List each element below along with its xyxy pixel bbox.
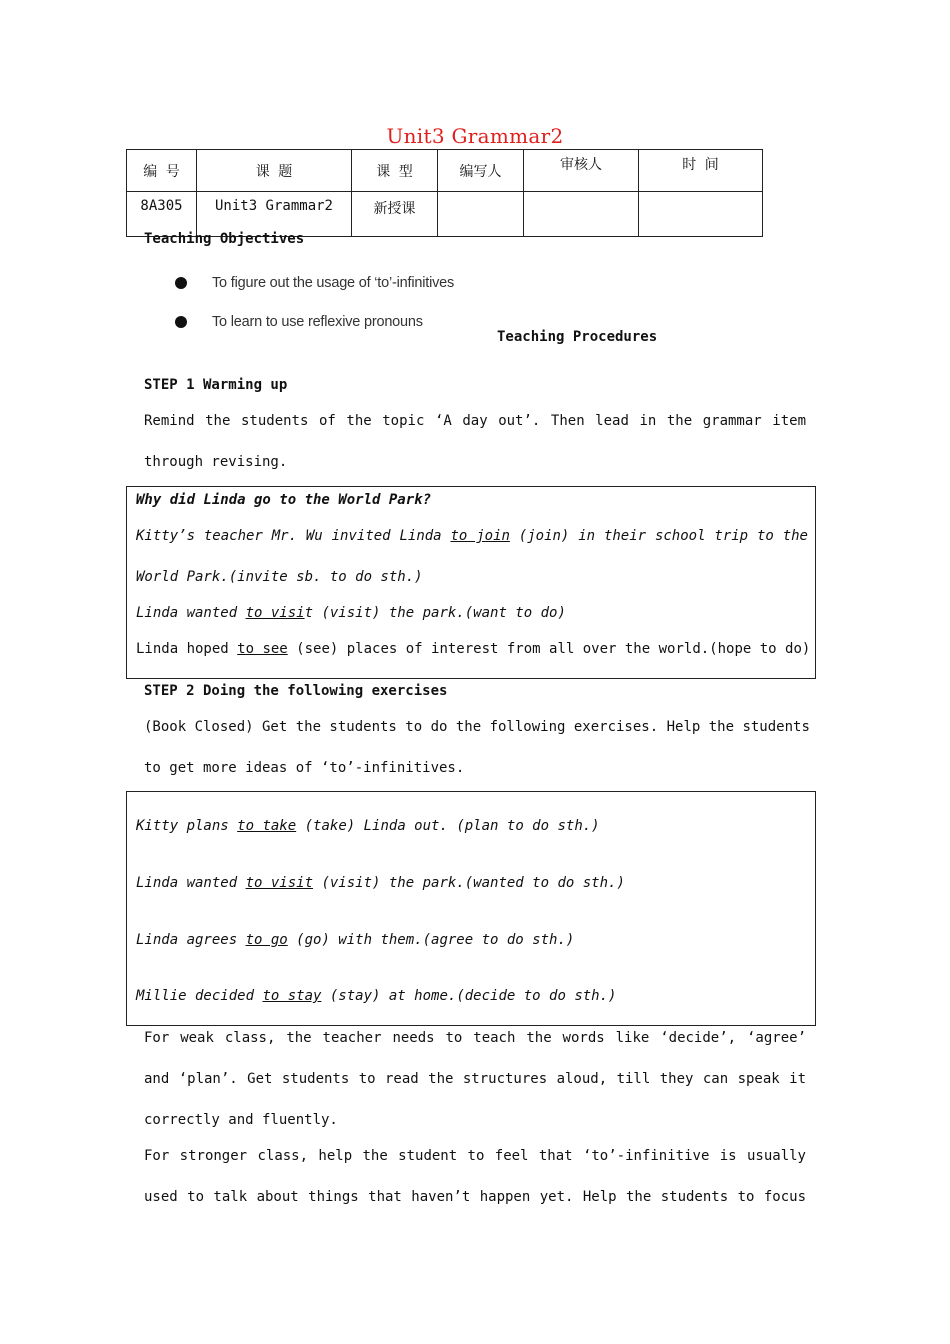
- value-topic: Unit3 Grammar2: [197, 192, 352, 237]
- step2-paragraph-line: (Book Closed) Get the students to do the following exercises. Help the students: [144, 719, 810, 735]
- header-author: 编写人: [438, 150, 524, 192]
- weak-class-paragraph-line: correctly and fluently.: [144, 1112, 338, 1128]
- exercise-sentence: [136, 818, 600, 834]
- step1-heading: STEP 1 Warming up: [144, 377, 288, 393]
- step1-paragraph-line: Remind the students of the topic ‘A day out’. Then lead in the grammar item: [144, 413, 806, 429]
- strong-class-paragraph-line: For stronger class, help the student to feel that ‘to’-infinitive is usually: [144, 1148, 806, 1164]
- info-table-value-row: [127, 192, 763, 237]
- header-type: 课 型: [352, 150, 438, 192]
- sentence-text: Linda hoped: [136, 641, 238, 657]
- strong-class-paragraph-line: used to talk about things that haven’t happen yet. Help the students to focus: [144, 1189, 806, 1205]
- header-reviewer: 审核人: [524, 150, 639, 192]
- weak-class-paragraph-line: For weak class, the teacher needs to teach the words like ‘decide’, ‘agree’: [144, 1030, 806, 1046]
- exercise-sentence: [136, 988, 616, 1004]
- sentence-text: (go) with them.(agree to do sth.): [287, 932, 575, 948]
- sentence-text: (visit) the park.(wanted to do sth.): [313, 875, 625, 891]
- answer-blank: to see: [237, 641, 288, 657]
- header-topic: 课 题: [197, 150, 352, 192]
- sentence-text: Millie decided: [136, 988, 263, 1004]
- box1-sentence: [136, 528, 808, 544]
- sentence-text: (stay) at home.(decide to do sth.): [321, 988, 617, 1004]
- exercise-sentence: [136, 932, 574, 948]
- objective-item: To learn to use reflexive pronouns: [212, 314, 423, 330]
- exercise-box-2: [126, 791, 816, 1026]
- sentence-text: Linda agrees: [136, 932, 246, 948]
- sentence-text: (take) Linda out. (plan to do sth.): [296, 818, 600, 834]
- answer-blank: to go: [245, 932, 288, 948]
- answer-blank: to take: [237, 818, 297, 834]
- step2-heading: STEP 2 Doing the following exercises: [144, 683, 448, 699]
- sentence-text: Linda wanted: [136, 605, 246, 621]
- sentence-text: Kitty’s teacher Mr. Wu invited Linda: [136, 528, 451, 544]
- bullet-dot-icon: [175, 316, 187, 328]
- answer-blank: to join: [450, 528, 510, 544]
- sentence-text: (join) in their school trip to the: [509, 528, 808, 544]
- step1-paragraph-line: through revising.: [144, 454, 288, 470]
- procedures-heading: Teaching Procedures: [497, 329, 658, 345]
- answer-blank: to visi: [245, 605, 305, 621]
- bullet-dot-icon: [175, 277, 187, 289]
- sentence-text: Kitty plans: [136, 818, 238, 834]
- value-author: [438, 192, 524, 237]
- sentence-text: Linda wanted: [136, 875, 246, 891]
- step2-paragraph-line: to get more ideas of ‘to’-infinitives.: [144, 760, 465, 776]
- answer-blank: to visit: [245, 875, 314, 891]
- sentence-text: t (visit) the park.(want to do): [304, 605, 566, 621]
- objective-item: To figure out the usage of ‘to’-infinitives: [212, 275, 455, 291]
- weak-class-paragraph-line: and ‘plan’. Get students to read the structures aloud, till they can speak it: [144, 1071, 806, 1087]
- info-table-header-row: [127, 150, 763, 192]
- exercise-sentence: [136, 875, 625, 891]
- value-number: 8A305: [127, 192, 197, 237]
- value-time: [639, 192, 763, 237]
- box1-sentence: [136, 641, 810, 657]
- value-reviewer: [524, 192, 639, 237]
- value-type: 新授课: [352, 192, 438, 237]
- answer-blank: to stay: [262, 988, 322, 1004]
- box1-sentence: [136, 605, 566, 621]
- header-time: 时 间: [639, 150, 763, 192]
- page-title: Unit3 Grammar2: [386, 124, 564, 148]
- box1-question: Why did Linda go to the World Park?: [136, 492, 432, 508]
- box1-sentence-continued: World Park.(invite sb. to do sth.): [136, 569, 423, 585]
- header-number: 编 号: [127, 150, 197, 192]
- objectives-heading: Teaching Objectives: [144, 231, 305, 247]
- sentence-text: (see) places of interest from all over the world.(hope to do): [287, 641, 811, 657]
- info-table: [126, 149, 763, 237]
- example-box-1: [126, 486, 816, 679]
